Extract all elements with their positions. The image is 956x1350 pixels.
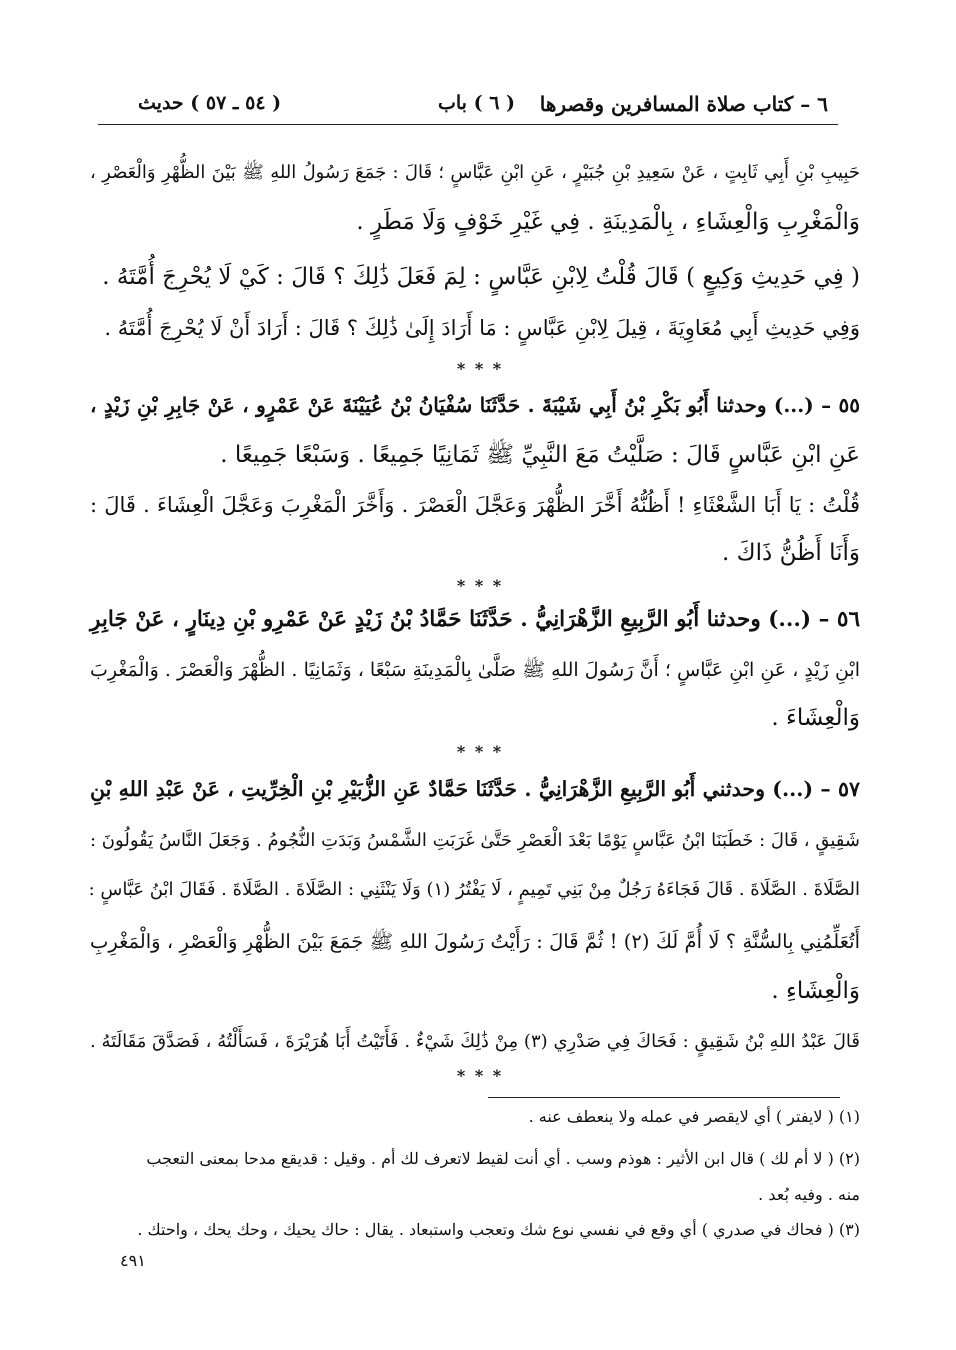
section-separator: * * * [456, 1066, 504, 1085]
body-line: الصَّلَاةَ . الصَّلَاةَ . قَالَ فَجَاءَهُ رَجُلٌ مِنْ بَنِي تَمِيمٍ ، لَا يَفْتُرُ (١) وَلَا يَنْثَنِي : الصَّلَاةَ . الصَّلَاةَ . فَقَالَ ابْنُ عَبَّاسٍ : [88, 879, 860, 900]
footnote-2: (٢) ( لا أم لك ) قال ابن الأثير : هوذم وسب . أي أنت لقيط لاتعرف لك أم . وقيل : قديقع مدحا بمعنى التعجب [146, 1149, 860, 1168]
footnote-1: (١) ( لايفتر ) أي لايقصر في عمله ولا ينعطف عنه . [528, 1107, 860, 1126]
chapter-title: ٦ – كتاب صلاة المسافرين وقصرها [539, 92, 828, 116]
section-separator: * * * [456, 359, 504, 378]
body-line: وَالْعِشَاءِ . [771, 978, 860, 1004]
section-separator: * * * [456, 742, 504, 761]
body-line: حَبِيبِ بْنِ أَبِي ثَابِتٍ ، عَنْ سَعِيدِ بْنِ جُبَيْرٍ ، عَنِ ابْنِ عَبَّاسٍ ؛ قَالَ : جَمَعَ رَسُولُ اللهِ ﷺ بَيْنَ الظُّهْرِ وَالْعَصْرِ ، [90, 162, 860, 183]
body-line: قَالَ عَبْدُ اللهِ بْنُ شَقِيقٍ : فَحَاكَ فِي صَدْرِي (٣) مِنْ ذَٰلِكَ شَيْءٌ . فَأَتَيْتُ أَبَا هُرَيْرَةَ ، فَسَأَلْتُهُ ، فَصَدَّقَ مَقَالَتَهُ . [90, 1031, 860, 1052]
footnote-divider [488, 1097, 840, 1098]
footnote-3: (٣) ( فحاك في صدري ) أي وقع في نفسي نوع شك وتعجب واستبعاد . يقال : حاك يحيك ، وحك يحك ، واحتك . [137, 1220, 860, 1239]
body-line: أَتُعَلِّمُنِي بِالسُّنَّةِ ؟ لَا أُمَّ لَكَ (٢) ! ثُمَّ قَالَ : رَأَيْتُ رَسُولَ اللهِ ﷺ جَمَعَ بَيْنَ الظُّهْرِ وَالْعَصْرِ ، وَالْمَغْرِبِ [90, 930, 860, 953]
body-line: وَالْعِشَاءَ . [771, 705, 860, 731]
hadith-57-line: ٥٧ – (...) وحدثني أَبُو الرَّبِيعِ الزَّهْرَانِيُّ . حَدَّثَنَا حَمَّادٌ عَنِ الزُّبَيْرِ بْنِ الْخِرِّيتِ ، عَنْ عَبْدِ اللهِ بْنِ [90, 777, 860, 801]
page-number: ٤٩١ [120, 1251, 146, 1270]
section-separator: * * * [456, 576, 504, 595]
body-line: شَقِيقٍ ، قَالَ : خَطَبَنَا ابْنُ عَبَّاسٍ يَوْمًا بَعْدَ الْعَصْرِ حَتَّىٰ غَرَبَتِ الشَّمْسُ وَبَدَتِ النُّجُومُ . وَجَعَلَ النَّاسُ يَقُولُونَ : [90, 830, 860, 851]
header-divider [98, 124, 838, 125]
body-line: وَأَنَا أَظُنُّ ذَاكَ . [722, 540, 860, 566]
hadith-55-line: ٥٥ – (...) وحدثنا أَبُو بَكْرِ بْنُ أَبِي شَيْبَةَ . حَدَّثَنَا سُفْيَانُ بْنُ عُيَيْنَةَ عَنْ عَمْرٍو ، عَنْ جَابِرِ بْنِ زَيْدٍ ، [90, 393, 860, 417]
body-line: وَفِي حَدِيثِ أَبِي مُعَاوِيَةَ ، قِيلَ لِابْنِ عَبَّاسٍ : مَا أَرَادَ إِلَىٰ ذَٰلِكَ ؟ قَالَ : أَرَادَ أَنْ لَا يُحْرِجَ أُمَّتَهُ . [104, 316, 860, 340]
hadith-range: ( ٥٤ ـ ٥٧ ) حديث [138, 92, 282, 114]
body-line: عَنِ ابْنِ عَبَّاسٍ قَالَ : صَلَّيْتُ مَعَ النَّبِيِّ ﷺ ثَمَانِيًا جَمِيعًا . وَسَبْعًا جَمِيعًا . [220, 442, 860, 468]
bab-label: ( ٦ ) باب [438, 92, 516, 114]
hadith-56-line: ٥٦ – (...) وحدثنا أَبُو الرَّبِيعِ الزَّهْرَانِيُّ . حَدَّثَنَا حَمَّادُ بْنُ زَيْدٍ عَنْ عَمْرِو بْنِ دِينَارٍ ، عَنْ جَابِرِ [90, 607, 860, 632]
body-line: وَالْمَغْرِبِ وَالْعِشَاءِ ، بِالْمَدِينَةِ . فِي غَيْرِ خَوْفٍ وَلَا مَطَرٍ . [356, 209, 860, 235]
running-header [138, 92, 828, 132]
body-line: قُلْتُ : يَا أَبَا الشَّعْثَاءِ ! أَظُنُّهُ أَخَّرَ الظُّهْرَ وَعَجَّلَ الْعَصْرَ . وَأَخَّرَ الْمَغْرِبَ وَعَجَّلَ الْعِشَاءَ . قَالَ : [90, 493, 860, 517]
body-line: ( فِي حَدِيثِ وَكِيعٍ ) قَالَ قُلْتُ لِابْنِ عَبَّاسٍ : لِمَ فَعَلَ ذَٰلِكَ ؟ قَالَ : كَيْ لَا يُحْرِجَ أُمَّتَهُ . [102, 264, 860, 290]
footnote-2-continued: منه . وفيه بُعد . [758, 1185, 860, 1204]
body-line: ابْنِ زَيْدٍ ، عَنِ ابْنِ عَبَّاسٍ ؛ أَنَّ رَسُولَ اللهِ ﷺ صَلَّىٰ بِالْمَدِينَةِ سَبْعًا ، وَثَمَانِيًا . الظُّهْرَ وَالْعَصْرَ . وَالْمَغْرِبَ [90, 659, 860, 681]
